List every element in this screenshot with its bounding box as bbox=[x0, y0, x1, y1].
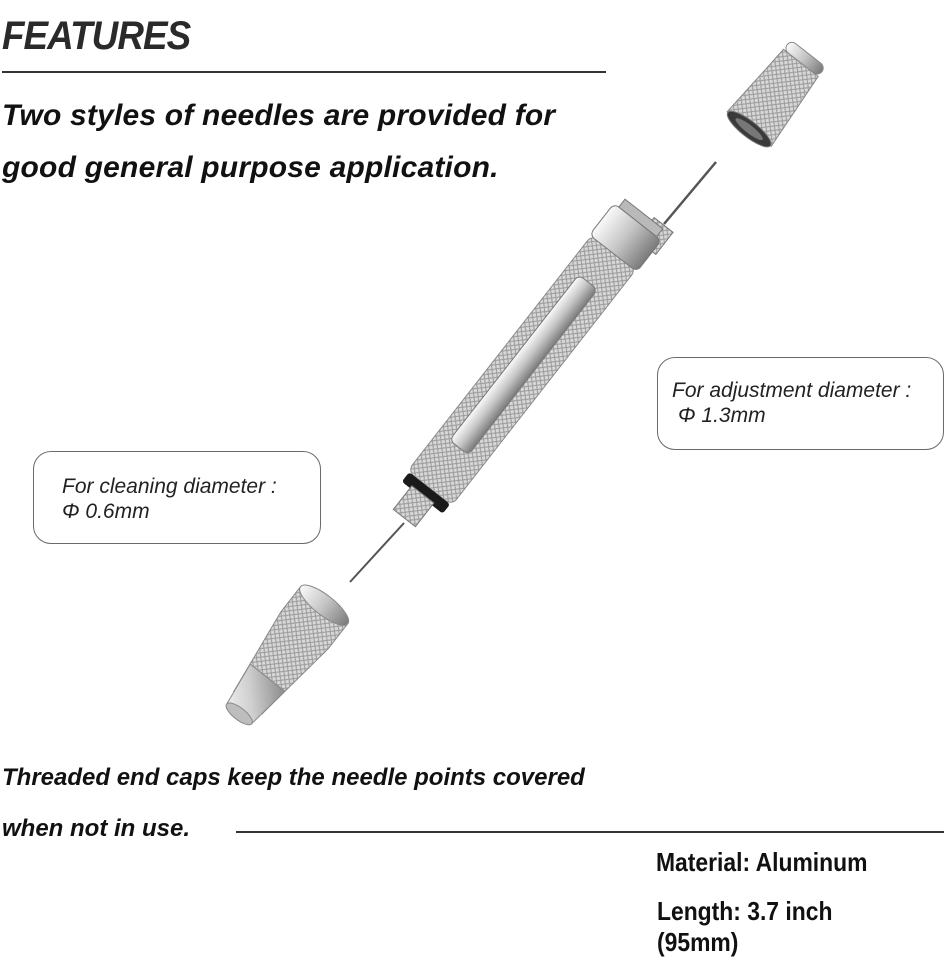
caps-note-line-1: Threaded end caps keep the needle points covered bbox=[2, 764, 585, 791]
end-cap-bottom bbox=[212, 579, 354, 737]
cleaning-callout bbox=[33, 451, 321, 544]
bottom-needle bbox=[350, 523, 404, 582]
caps-divider bbox=[236, 831, 944, 833]
material-spec: Material: Aluminum bbox=[656, 847, 868, 877]
cleaning-label: For cleaning diameter : bbox=[62, 475, 277, 498]
caps-note-line-2: when not in use. bbox=[2, 815, 191, 842]
length-spec: Length: 3.7 inch (95mm) bbox=[657, 896, 833, 957]
end-cap-top bbox=[722, 36, 830, 152]
page-heading: FEATURES bbox=[2, 14, 191, 58]
cleaning-diameter: Φ 0.6mm bbox=[62, 500, 150, 523]
top-needle bbox=[664, 162, 716, 224]
intro-line-1: Two styles of needles are provided for bbox=[2, 99, 556, 132]
intro-line-2: good general purpose application. bbox=[2, 151, 499, 184]
adjustment-diameter: Φ 1.3mm bbox=[678, 404, 766, 427]
adjustment-callout bbox=[657, 357, 944, 450]
adjustment-label: For adjustment diameter : bbox=[672, 379, 912, 402]
tool-body bbox=[399, 196, 668, 517]
